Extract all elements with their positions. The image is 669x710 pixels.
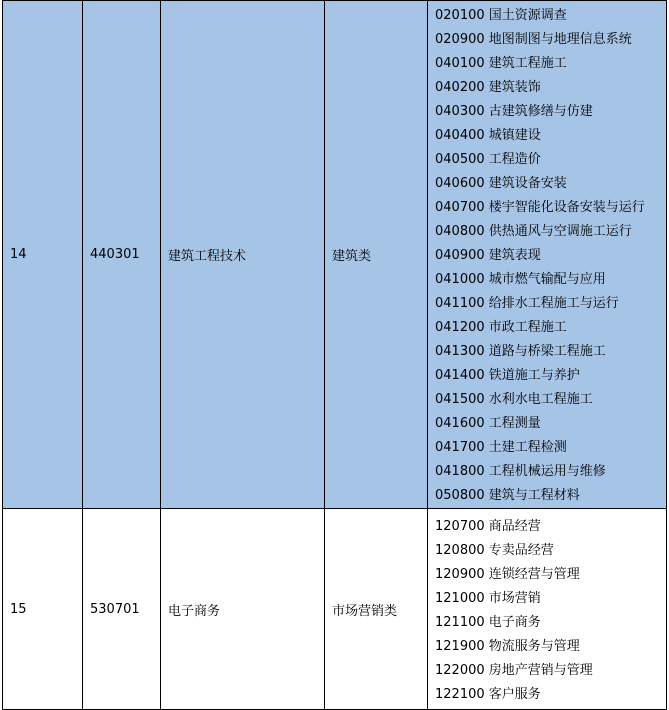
list-item: 122000 房地产营销与管理 xyxy=(435,662,593,678)
list-item: 120900 连锁经营与管理 xyxy=(435,566,580,582)
list-item: 121100 电子商务 xyxy=(435,614,541,630)
list-item: 041500 水利水电工程施工 xyxy=(435,392,593,407)
related-majors-cell xyxy=(428,1,667,509)
list-item: 040800 供热通风与空调施工运行 xyxy=(435,224,632,239)
list-item: 121900 物流服务与管理 xyxy=(435,638,580,654)
list-item: 040300 古建筑修缮与仿建 xyxy=(435,104,593,119)
major-name-cell: 建筑工程技术 xyxy=(161,1,325,509)
list-item: 120800 专卖品经营 xyxy=(435,542,554,558)
list-item: 041200 市政工程施工 xyxy=(435,320,567,335)
list-item: 020100 国土资源调查 xyxy=(435,8,567,23)
related-majors-list xyxy=(435,1,666,508)
major-code-cell: 440301 xyxy=(83,1,161,509)
category-cell: 建筑类 xyxy=(325,1,428,509)
list-item: 041800 工程机械运用与维修 xyxy=(435,464,606,479)
table-row xyxy=(3,509,667,710)
list-item: 120700 商品经营 xyxy=(435,518,541,534)
table-row xyxy=(3,1,667,509)
list-item: 041100 给排水工程施工与运行 xyxy=(435,296,619,311)
row-index-cell: 15 xyxy=(3,509,83,710)
list-item: 121000 市场营销 xyxy=(435,590,541,606)
list-item: 040600 建筑设备安装 xyxy=(435,176,567,191)
list-item: 041400 铁道施工与养护 xyxy=(435,368,580,383)
related-majors-cell xyxy=(428,509,667,710)
list-item: 040700 楼宇智能化设备安装与运行 xyxy=(435,200,645,215)
related-majors-list xyxy=(435,512,666,707)
list-item: 050800 建筑与工程材料 xyxy=(435,488,580,503)
list-item: 041300 道路与桥梁工程施工 xyxy=(435,344,606,359)
list-item: 041700 土建工程检测 xyxy=(435,440,567,455)
list-item: 040500 工程造价 xyxy=(435,152,541,167)
list-item: 040100 建筑工程施工 xyxy=(435,56,567,71)
major-name-cell: 电子商务 xyxy=(161,509,325,710)
list-item: 122100 客户服务 xyxy=(435,686,541,702)
list-item: 040400 城镇建设 xyxy=(435,128,541,143)
row-index-cell: 14 xyxy=(3,1,83,509)
major-code-cell: 530701 xyxy=(83,509,161,710)
list-item: 041000 城市燃气输配与应用 xyxy=(435,272,606,287)
list-item: 041600 工程测量 xyxy=(435,416,541,431)
list-item: 040900 建筑表现 xyxy=(435,248,541,263)
category-cell: 市场营销类 xyxy=(325,509,428,710)
list-item: 020900 地图制图与地理信息系统 xyxy=(435,32,632,47)
list-item: 040200 建筑装饰 xyxy=(435,80,541,95)
major-table xyxy=(2,0,667,710)
